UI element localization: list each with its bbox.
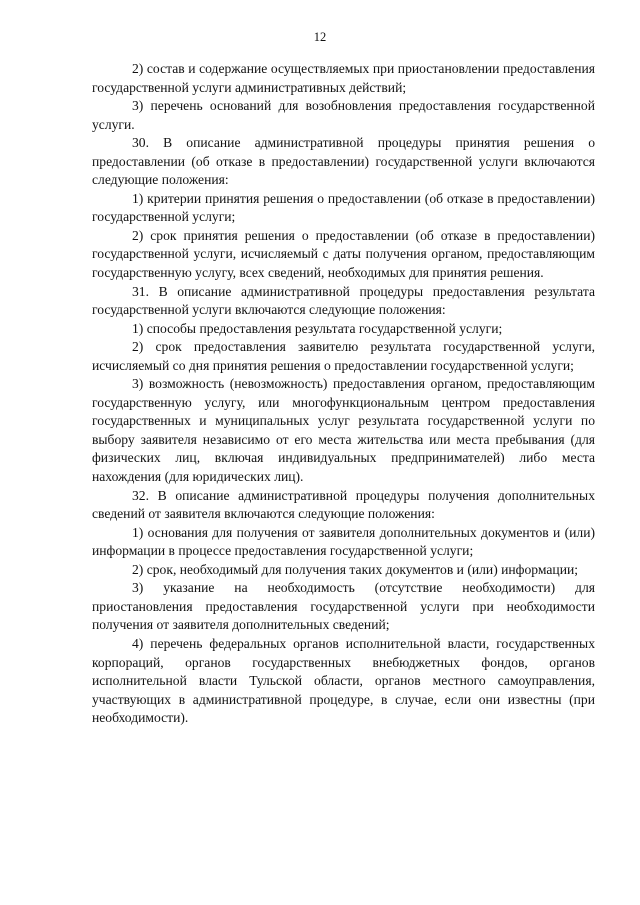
paragraph: 30. В описание административной процедуры принятия решения о предоставлении (об отказе в предоставлении) государственной услуги включаются следующие положения:	[92, 135, 595, 188]
paragraph: 1) способы предоставления результата государственной услуги;	[132, 320, 503, 336]
page-number: 12	[313, 30, 327, 44]
document-body	[92, 60, 595, 728]
paragraph: 2) срок принятия решения о предоставлении (об отказе в предоставлении) государственной услуги, исчисляемый с даты получения органом, предоставляющим государственную услугу, всех сведений, необходимых для принятия решения.	[92, 227, 595, 281]
paragraph: 2) срок предоставления заявителю результата государственной услуги, исчисляемый со дня принятия решения о предоставлении государственной услуги;	[92, 339, 595, 373]
paragraph: 2) состав и содержание осуществляемых при приостановлении предоставления государственной услуги административных действий;	[92, 61, 595, 95]
paragraph: 2) срок, необходимый для получения таких документов и (или) информации;	[132, 561, 579, 577]
paragraph: 1) основания для получения от заявителя дополнительных документов и (или) информации в процессе предоставления государственной услуги;	[92, 524, 595, 559]
paragraph: 32. В описание административной процедуры получения дополнительных сведений от заявителя включаются следующие положения:	[92, 487, 595, 522]
paragraph: 3) указание на необходимость (отсутствие необходимости) для приостановления предоставления государственной услуги при необходимости получения от заявителя дополнительных сведений;	[92, 580, 595, 633]
paragraph: 31. В описание административной процедуры предоставления результата государственной услуги включаются следующие положения:	[92, 283, 595, 318]
paragraph: 3) перечень оснований для возобновления предоставления государственной услуги.	[92, 98, 595, 132]
paragraph: 4) перечень федеральных органов исполнительной власти, государственных корпораций, органов государственных внебюджетных фондов, органов исполнительной власти Тульской области, органов местного самоуправления, участвующих в административной процедуре, в случае, если они известны (при необходимости).	[92, 635, 595, 726]
paragraph: 1) критерии принятия решения о предоставлении (об отказе в предоставлении) государственной услуги;	[92, 190, 595, 225]
paragraph: 3) возможность (невозможность) предоставления органом, предоставляющим государственную услугу, или многофункциональным центром предоставления государственных и муниципальных услуг результата государственной услуги по выбору заявителя независимо от его места жительства или места пребывания (для физических лиц, включая индивидуальных предпринимателей) либо места нахождения (для юридических лиц).	[92, 376, 595, 485]
